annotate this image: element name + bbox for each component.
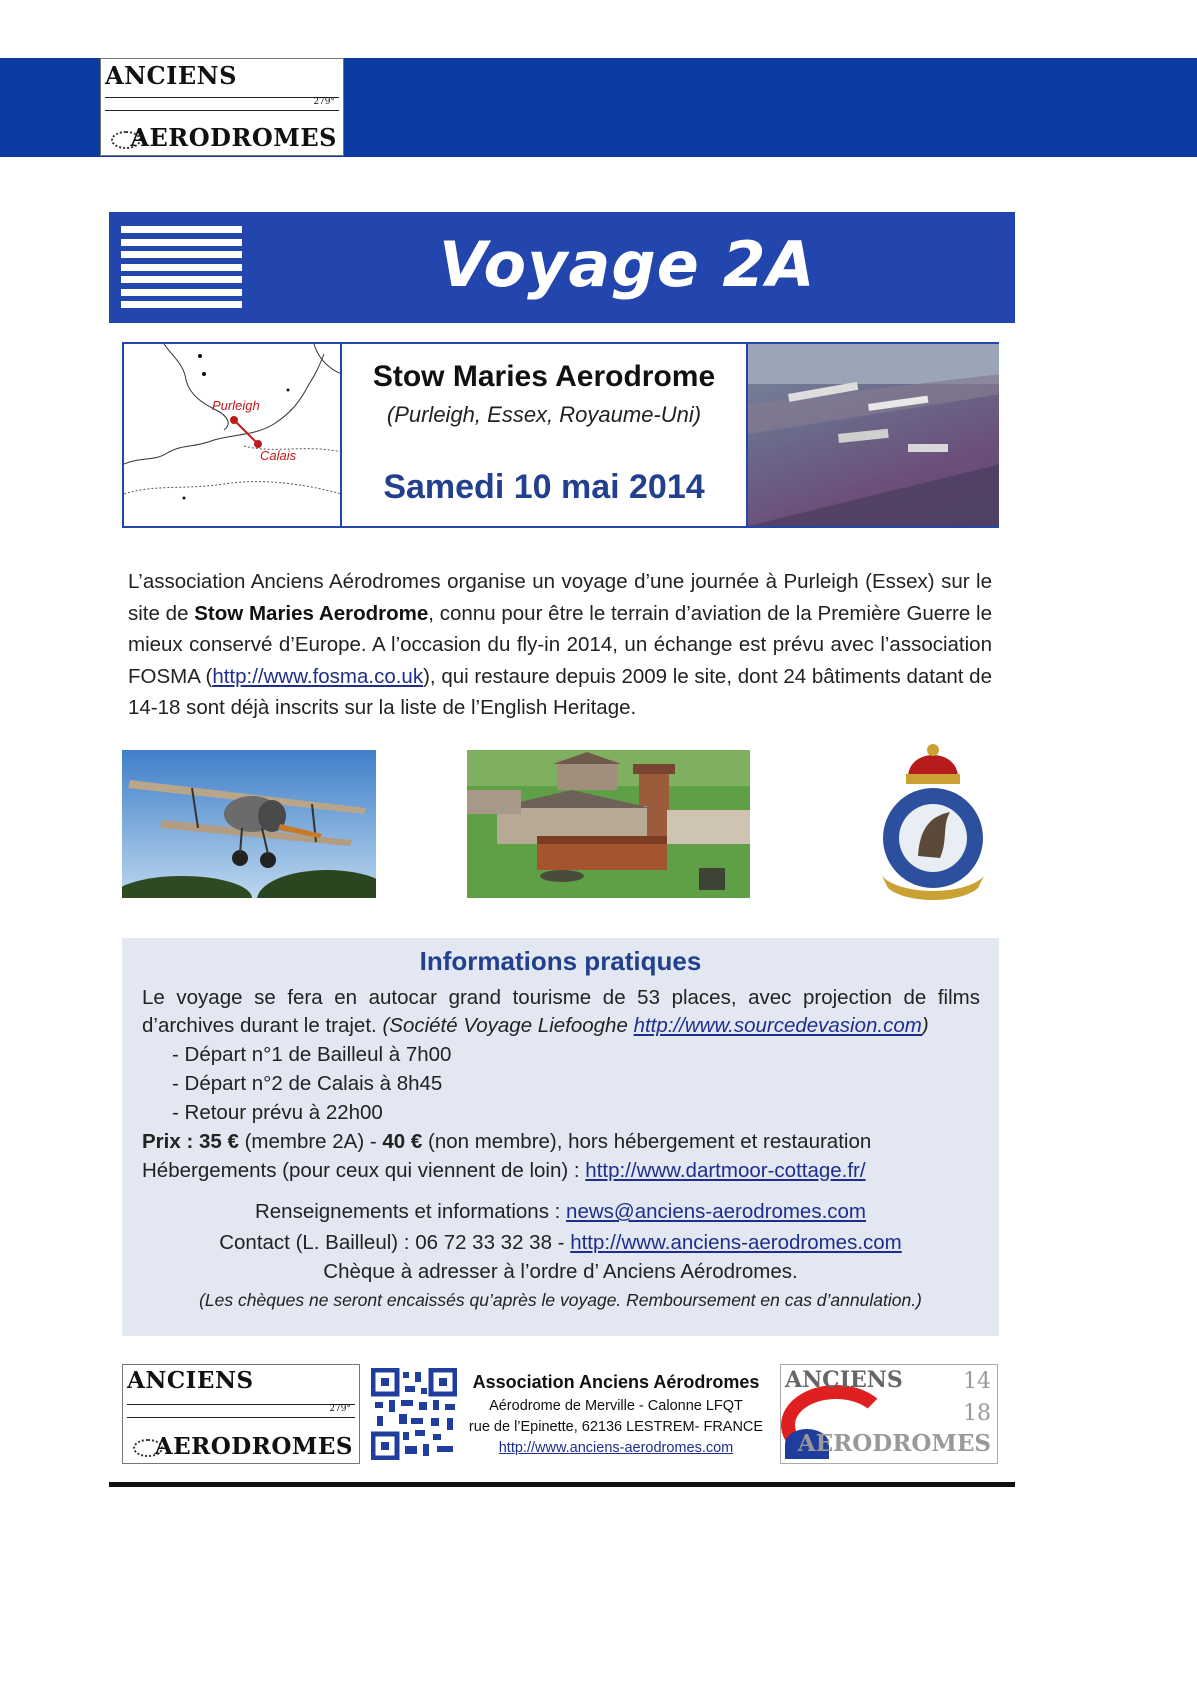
schedule-list — [172, 1040, 451, 1127]
event-details — [344, 344, 744, 526]
biplane-drawing — [122, 750, 376, 898]
event-date: Samedi 10 mai 2014 — [383, 468, 705, 506]
lodging-text: Hébergements (pour ceux qui viennent de loin) : — [142, 1159, 586, 1182]
association-name: Association Anciens Aérodromes — [472, 1372, 760, 1392]
stripes-decoration — [121, 226, 242, 308]
contact-label: Contact (L. Bailleul) : 06 72 33 32 38 - — [219, 1231, 571, 1254]
aerial-photo — [746, 344, 999, 526]
site-location: (Purleigh, Essex, Royaume-Uni) — [386, 402, 702, 427]
biplane-photo — [122, 750, 376, 898]
centenary-word-top: ANCIENS — [785, 1367, 903, 1393]
route-map — [124, 344, 342, 526]
schedule-item: - Départ n°2 de Calais à 8h45 — [172, 1072, 443, 1095]
map-label-calais: Calais — [260, 448, 297, 463]
map-drawing — [124, 344, 342, 526]
schedule-item: - Départ n°1 de Bailleul à 7h00 — [172, 1043, 452, 1066]
schedule-item: - Retour prévu à 22h00 — [172, 1101, 383, 1124]
fosma-link[interactable]: http://www.fosma.co.uk — [212, 664, 424, 688]
email-link[interactable]: news@anciens-aerodromes.com — [566, 1200, 867, 1223]
price-nonmember: 40 € — [382, 1130, 423, 1153]
footer-rule — [109, 1482, 1015, 1487]
sourcedevasion-link[interactable]: http://www.sourcedevasion.com — [633, 1014, 922, 1037]
qr-code-icon[interactable] — [371, 1368, 457, 1460]
centenary-word-bottom: AERODROMES — [797, 1430, 991, 1457]
header-logo — [100, 58, 344, 156]
transport-text: Le voyage se fera en autocar grand tourisme de 53 places, avec projection de films d’archives durant le trajet. — [142, 986, 980, 1037]
dartmoor-link[interactable]: http://www.dartmoor-cottage.fr/ — [585, 1159, 866, 1182]
cheque-note: (Les chèques ne seront encaissés qu’après le voyage. Remboursement en cas d’annulation.) — [199, 1290, 922, 1310]
logo-runway-mark: 279° — [313, 97, 335, 108]
centenary-logo — [780, 1364, 998, 1464]
cheque-line: Chèque à adresser à l’ordre d’ Anciens Aérodromes. — [323, 1260, 798, 1283]
intro-text-3: ), qui restaure depuis 2009 le site, dont 24 bâtiments datant de 14-18 sont déjà inscrits sur la liste de l’English Heritage. — [128, 664, 992, 719]
aerial-photo-drawing — [748, 344, 999, 526]
price-label: Prix : 35 € — [142, 1130, 239, 1153]
qr-code-drawing — [371, 1368, 457, 1460]
squadron-badge — [870, 736, 996, 906]
event-strip — [122, 342, 999, 528]
address-line: rue de l’Epinette, 62136 LESTREM- FRANCE — [468, 1419, 764, 1435]
logo-word-bottom: AERODROMES — [130, 123, 337, 152]
price-rest: (non membre), hors hébergement et restauration — [422, 1130, 872, 1153]
footer-logo-word-bottom: AERODROMES — [154, 1433, 353, 1460]
info-line — [122, 1200, 999, 1224]
intro-paragraph — [128, 566, 992, 724]
address-line: Aérodrome de Merville - Calonne LFQT — [489, 1398, 743, 1414]
title-bar — [109, 212, 1015, 323]
transport-close: ) — [921, 1014, 929, 1037]
buildings-drawing — [467, 750, 750, 898]
lodging-line — [142, 1157, 980, 1185]
transport-company: (Société Voyage Liefooghe — [382, 1014, 634, 1037]
centenary-year-18: 18 — [963, 1401, 991, 1426]
practical-heading: Informations pratiques — [419, 946, 702, 976]
association-block — [466, 1372, 766, 1459]
logo-word-top: ANCIENS — [105, 61, 237, 90]
footer-logo-runway-mark: 279° — [329, 1404, 351, 1415]
footer-logo-runway — [127, 1404, 355, 1418]
price-member: (membre 2A) - — [238, 1130, 383, 1153]
intro-text-1: L’association Anciens Aérodromes organise un voyage d’une journée à Purleigh (Essex) sur le site de — [128, 570, 992, 625]
info-label: Renseignements et informations : — [254, 1200, 567, 1223]
page-title: Voyage 2A — [439, 228, 816, 301]
footer-website-link[interactable]: http://www.anciens-aerodromes.com — [498, 1440, 734, 1456]
practical-info-panel — [122, 938, 999, 1336]
footer-logo-word-top: ANCIENS — [127, 1367, 254, 1394]
price-line — [142, 1128, 980, 1156]
badge-drawing — [870, 736, 996, 906]
logo-runway — [105, 97, 339, 111]
aerodrome-buildings-photo — [467, 750, 750, 898]
intro-site-bold: Stow Maries Aerodrome — [194, 601, 429, 625]
transport-paragraph — [142, 984, 980, 1040]
map-label-purleigh: Purleigh — [212, 398, 260, 413]
site-name: Stow Maries Aerodrome — [372, 360, 716, 393]
intro-text-2: , connu pour être le terrain d’aviation de la Première Guerre le mieux conservé d’Europe. A l’occasion du fly-in 2014, un échange est prévu avec l’association FOSMA ( — [128, 601, 992, 688]
footer-logo — [122, 1364, 360, 1464]
website-link[interactable]: http://www.anciens-aerodromes.com — [570, 1231, 902, 1254]
centenary-year-14: 14 — [963, 1369, 991, 1394]
contact-line — [122, 1231, 999, 1255]
